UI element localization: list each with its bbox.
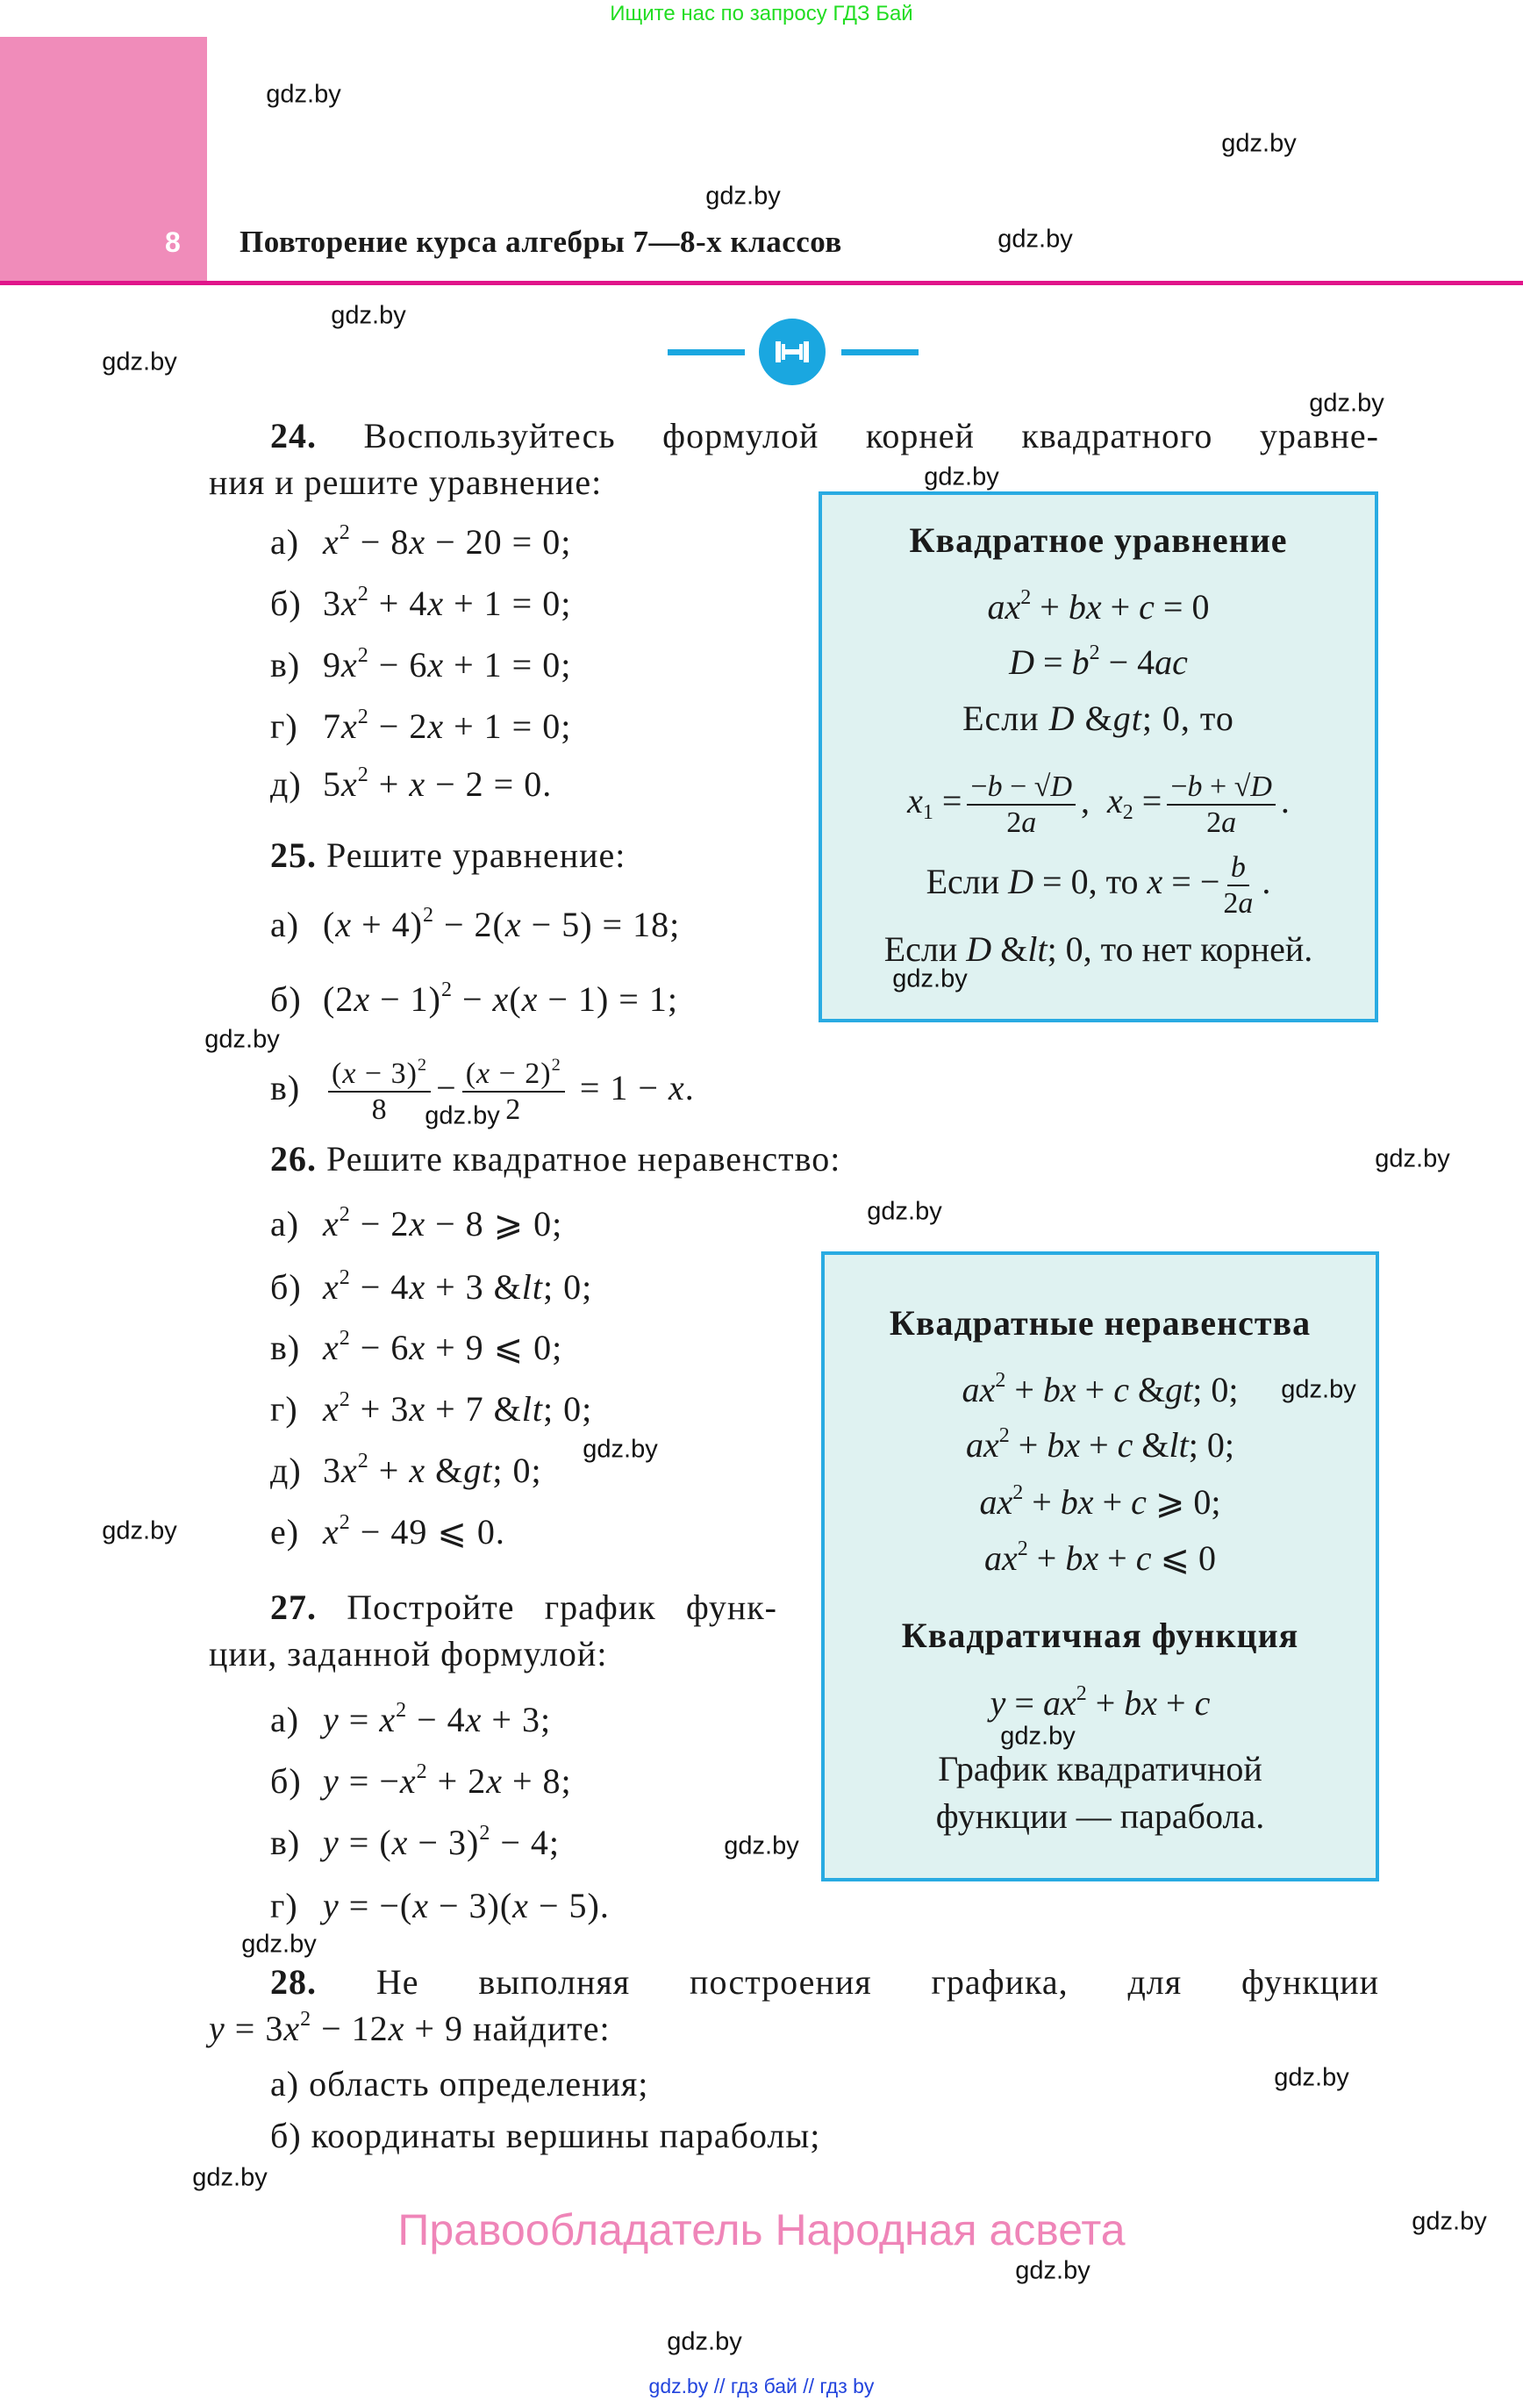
denominator: 2	[505, 1093, 522, 1126]
case-zero-text: Если D = 0, то x = −	[926, 862, 1220, 901]
expression: $x^2 - 4x + 3$ &lt; 0;	[323, 1266, 593, 1307]
fraction	[328, 1057, 431, 1127]
ex27-item-d	[270, 1881, 610, 1931]
expression: $5x^2 + x - 2 = 0$.	[323, 763, 553, 804]
ex24-item-a	[270, 518, 571, 567]
ex24-item-d	[270, 702, 571, 751]
ex27-line2: ции, заданной формулой:	[209, 1634, 608, 1673]
ex26-item-e	[270, 1446, 542, 1495]
expression: $(2x - 1)^2 - x(x - 1) = 1$;	[323, 978, 678, 1019]
item-label: б)	[270, 2116, 302, 2155]
ex26-text: Решите квадратное неравенство:	[326, 1139, 841, 1179]
item-label: а)	[270, 905, 300, 944]
watermark: gdz.by	[667, 2327, 742, 2356]
ex27-item-b	[270, 1757, 572, 1806]
ex28-text: Не выполняя построения графика, для функции	[375, 1962, 1379, 2002]
watermark: gdz.by	[924, 462, 999, 491]
watermark: gdz.by	[705, 182, 781, 211]
item-label: г)	[270, 1389, 298, 1429]
expression: $x^2 - 49$ ⩽ 0.	[323, 1511, 505, 1552]
item-label: а)	[270, 522, 300, 562]
expression: $y = -x^2 + 2x + 8$;	[323, 1760, 572, 1801]
ex26-item-c	[270, 1323, 562, 1372]
watermark: gdz.by	[997, 225, 1073, 254]
item-label: е)	[270, 1512, 300, 1552]
general-equation: $ax^2$ + bx + c = 0	[987, 586, 1210, 627]
expression: y = −(x − 3)(x − 5).	[323, 1886, 610, 1925]
item-text: координаты вершины параболы;	[311, 2116, 821, 2155]
denominator: 2a	[1006, 806, 1037, 839]
numerator: −b − √D	[967, 770, 1076, 806]
minus-sign: −	[436, 1068, 457, 1107]
item-label: б)	[270, 1761, 302, 1801]
item-label: д)	[270, 764, 302, 804]
page-number: 8	[165, 226, 181, 258]
comma: ,	[1081, 781, 1090, 821]
box-title: Квадратное уравнение	[909, 520, 1288, 560]
numerator: $(x - 2)^2$	[462, 1057, 565, 1093]
ex26-number: 26.	[270, 1139, 317, 1179]
item-label: д)	[270, 1451, 302, 1490]
denominator: 2a	[1206, 806, 1237, 839]
item-label: г)	[270, 1886, 298, 1925]
item-label: б)	[270, 584, 302, 623]
search-hint: Ищите нас по запросу ГДЗ Бай	[610, 2, 913, 25]
item-label: б)	[270, 1267, 302, 1307]
numerator: −b + √D	[1167, 770, 1276, 806]
watermark: gdz.by	[102, 348, 177, 376]
watermark: gdz.by	[331, 301, 406, 330]
watermark: gdz.by	[102, 1516, 177, 1545]
expression: $x^2 + 3x + 7$ &lt; 0;	[323, 1388, 593, 1429]
item-label: а)	[270, 1700, 300, 1739]
item-label: в)	[270, 1823, 301, 1862]
ex26-item-b	[270, 1263, 592, 1312]
ex28-line2	[209, 2004, 611, 2053]
expression: $y = x^2 - 4x + 3$;	[323, 1699, 552, 1739]
expression: $x^2 - 8x - 20 = 0$;	[323, 521, 572, 562]
description-line: функции — парабола.	[935, 1796, 1265, 1836]
watermark: gdz.by	[724, 1831, 799, 1860]
box-title: Квадратные неравенства	[889, 1303, 1312, 1343]
period: .	[1262, 862, 1271, 901]
numerator: b	[1227, 850, 1249, 886]
ex28-number: 28.	[270, 1962, 317, 2002]
watermark: gdz.by	[1375, 1144, 1450, 1173]
ex27-item-a	[270, 1695, 551, 1745]
expression: $3x^2 + x$ &gt; 0;	[323, 1450, 542, 1490]
fraction	[1167, 770, 1276, 840]
item-text: область определения;	[309, 2064, 649, 2103]
ex26-item-d	[270, 1385, 592, 1434]
ex26-item-a	[270, 1200, 562, 1249]
inequality: $ax^2$ + bx + c ⩽ 0	[984, 1537, 1216, 1578]
expression: $y = 3x^2 - 12x + 9$	[209, 2008, 463, 2048]
ex26-line	[270, 1135, 840, 1184]
ex28-item-a	[270, 2060, 648, 2109]
discriminant-formula: $D = b^2 - 4ac$	[1009, 641, 1188, 682]
quadratic-inequalities-box	[821, 1251, 1379, 1881]
inequality: $ax^2$ + bx + c &gt; 0;	[962, 1369, 1239, 1409]
case-zero	[822, 842, 1375, 921]
watermark: gdz.by	[1412, 2207, 1487, 2236]
ex27-line1	[270, 1583, 777, 1632]
ex24-number: 24.	[270, 416, 317, 455]
ex24-line1	[270, 412, 1379, 461]
quadratic-equation-box	[819, 491, 1378, 1022]
ex27-item-c	[270, 1818, 560, 1867]
ex25-text: Решите уравнение:	[326, 835, 626, 875]
watermark: gdz.by	[266, 80, 341, 109]
denominator: 8	[371, 1093, 388, 1126]
footer-links[interactable]: gdz.by // гдз бай // гдз by	[648, 2375, 875, 2397]
ex24-text: Воспользуйтесь формулой корней квадратного уравне-	[363, 416, 1379, 455]
fraction	[967, 770, 1076, 840]
expression: $x^2 - 6x + 9$ ⩽ 0;	[323, 1327, 563, 1367]
watermark: gdz.by	[1274, 2063, 1349, 2092]
copyright-notice: Правообладатель Народная асвета	[397, 2205, 1126, 2254]
item-label: г)	[270, 706, 298, 746]
period: .	[1280, 781, 1290, 821]
ex24-item-b	[270, 579, 571, 628]
icon-line-right	[841, 349, 919, 355]
fraction	[1219, 850, 1256, 921]
expression: $3x^2 + 4x + 1 = 0$;	[323, 583, 572, 623]
quadratic-function: $y = ax^2$ + bx + c	[990, 1682, 1211, 1723]
expression: $7x^2 - 2x + 1 = 0$;	[323, 706, 572, 746]
watermark: gdz.by	[204, 1025, 280, 1054]
watermark: gdz.by	[892, 964, 968, 993]
watermark: gdz.by	[1309, 389, 1384, 418]
item-label: а)	[270, 1204, 300, 1243]
case-negative: Если D &lt; 0, то нет корней.	[883, 929, 1313, 969]
watermark: gdz.by	[867, 1197, 942, 1226]
ex24-item-c	[270, 641, 571, 690]
watermark: gdz.by	[1000, 1722, 1076, 1751]
expression: = 1 − x.	[579, 1068, 695, 1107]
ex27-text: Постройте график функ-	[347, 1587, 777, 1627]
ex25-line	[270, 831, 626, 880]
box-subtitle: Квадратичная функция	[901, 1616, 1299, 1655]
ex25-item-b	[270, 975, 678, 1024]
roots-formula	[822, 762, 1375, 841]
expression: $x^2 - 2x - 8$ ⩾ 0;	[323, 1203, 563, 1243]
ex28-text2: найдите:	[472, 2009, 611, 2048]
ex25-item-a	[270, 900, 680, 950]
item-label: в)	[270, 1068, 301, 1107]
header-divider	[0, 281, 1523, 285]
item-label: в)	[270, 645, 301, 684]
case-positive: Если D &gt; 0, то	[962, 699, 1234, 738]
watermark: gdz.by	[192, 2163, 268, 2192]
item-label: б)	[270, 979, 302, 1019]
ex24-line2: ния и решите уравнение:	[209, 462, 603, 502]
ex24-item-e	[270, 760, 552, 809]
watermark: gdz.by	[241, 1930, 317, 1959]
expression: $y = (x - 3)^2 - 4$;	[323, 1822, 560, 1862]
denominator: 2a	[1223, 886, 1254, 920]
ex28-line1	[270, 1958, 1379, 2007]
item-label: в)	[270, 1328, 301, 1367]
numerator: $(x - 3)^2$	[328, 1057, 431, 1093]
watermark: gdz.by	[583, 1435, 658, 1464]
expression: $(x + 4)^2 - 2(x - 5) = 18$;	[323, 904, 681, 944]
x1-label: $x_1$ =	[907, 781, 962, 825]
dumbbell-icon	[758, 318, 826, 386]
x2-label: $x_2$ =	[1107, 781, 1162, 825]
ex27-number: 27.	[270, 1587, 317, 1627]
watermark: gdz.by	[1221, 129, 1297, 158]
ex28-item-b	[270, 2111, 820, 2161]
chapter-title: Повторение курса алгебры 7—8-х классов	[240, 225, 842, 259]
watermark: gdz.by	[1281, 1375, 1356, 1404]
inequality: $ax^2$ + bx + c ⩾ 0;	[979, 1481, 1221, 1522]
expression: $9x^2 - 6x + 1 = 0$;	[323, 644, 572, 684]
watermark: gdz.by	[1015, 2256, 1090, 2285]
inequality: $ax^2$ + bx + c &lt; 0;	[965, 1424, 1235, 1465]
description-line: График квадратичной	[938, 1749, 1262, 1788]
item-label: а)	[270, 2064, 300, 2103]
ex25-number: 25.	[270, 835, 317, 875]
ex26-item-f	[270, 1508, 505, 1557]
icon-line-left	[668, 349, 745, 355]
watermark: gdz.by	[425, 1101, 500, 1130]
